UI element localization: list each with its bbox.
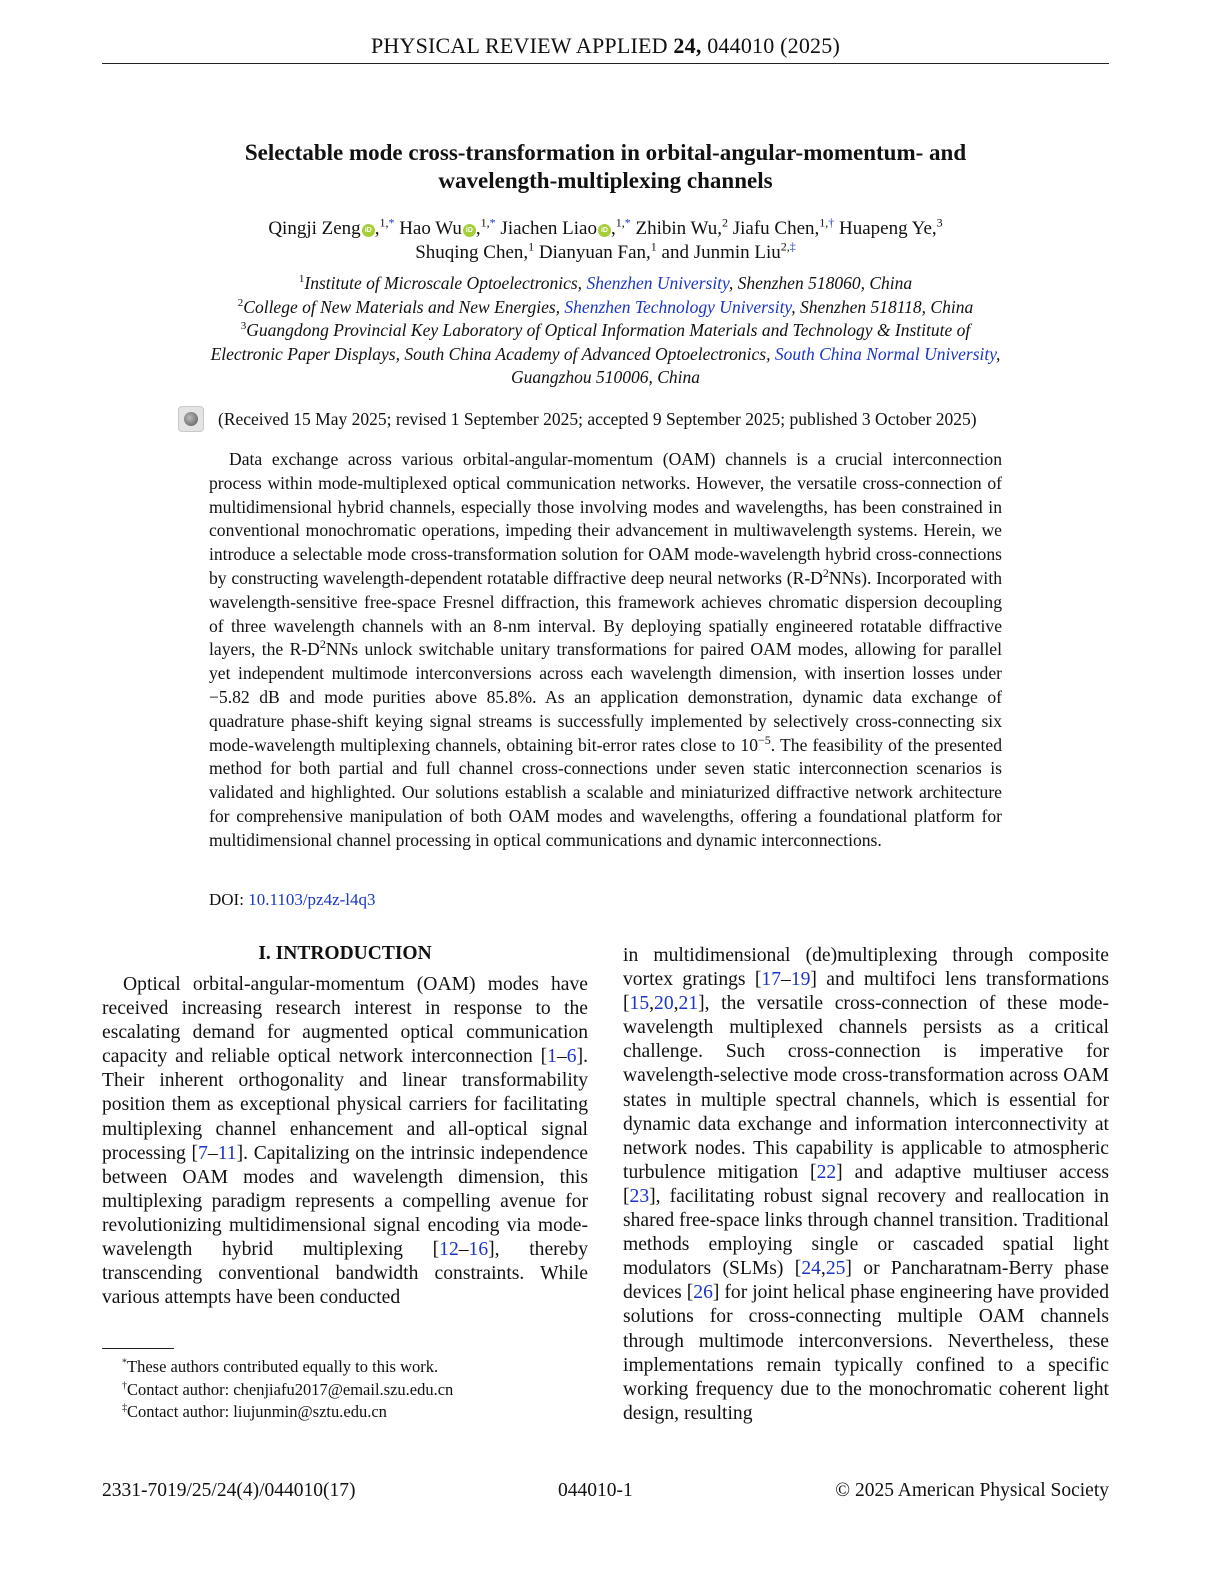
- affiliation-text: Guangdong Provincial Key Laboratory of Optical Information Materials and Technology & Institute of: [246, 320, 971, 340]
- footnote-mark: †: [122, 1380, 127, 1391]
- affiliation-3: [150, 319, 1061, 343]
- copyright: © 2025 American Physical Society: [835, 1480, 1109, 1501]
- citation-link[interactable]: 24: [801, 1258, 821, 1280]
- body-text: Optical orbital-angular-momentum (OAM) modes have received increasing research interest in response to the escalating demand for augmented optical communication capacity and reliable optical network interconnection [: [102, 974, 588, 1068]
- author-name[interactable]: Dianyuan Fan,: [538, 242, 651, 263]
- abstract-superscript: −5: [758, 732, 771, 747]
- citation-link[interactable]: 20: [654, 993, 674, 1015]
- author-affiliation: 1,: [480, 215, 490, 230]
- citation-link[interactable]: 1: [547, 1046, 557, 1068]
- author-note-mark[interactable]: *: [388, 215, 395, 230]
- citation-link[interactable]: 22: [816, 1161, 837, 1183]
- citation-link[interactable]: 12: [439, 1239, 459, 1261]
- affiliation-text: Institute of Microscale Optoelectronics,: [304, 273, 587, 293]
- body-text: ], the versatile cross-connection of these mode-wavelength multiplexed channels persists as a critical challenge. Such cross-connection is imperative for wavelength-selective mode cross-transformation across OAM states in multiple spectral channels, which is essential for dynamic data exchange and information interconnectivity at network nodes. This capability is applicable to atmospheric turbulence mitigation [: [623, 993, 1109, 1183]
- footnotes: [122, 1356, 453, 1424]
- author-affiliation: 2,: [780, 239, 790, 254]
- intro-paragraph: [102, 973, 588, 1310]
- abstract-text: Data exchange across various orbital-angular-momentum (OAM) channels is a crucial interconnection process within mode-multiplexed optical communication networks. However, the versatile cross-connection of multidimensional hybrid channels, especially those involving modes and wavelengths, has been constrained in conventional monochromatic operations, impeding their advancement in multiwavelength systems. Herein, we introduce a selectable mode cross-transformation solution for OAM mode-wavelength hybrid cross-connections by constructing wavelength-dependent rotatable diffractive deep neural networks (R-D: [209, 449, 1002, 588]
- citation-link[interactable]: 16: [468, 1239, 489, 1261]
- author-name[interactable]: Jiafu Chen,: [732, 218, 820, 239]
- author-name[interactable]: and Junmin Liu: [661, 242, 781, 263]
- author-line-2: [150, 241, 1061, 265]
- body-text: ,: [673, 993, 679, 1015]
- affiliation-text: , Shenzhen 518060, China: [728, 273, 913, 293]
- citation-link[interactable]: 7: [198, 1142, 208, 1164]
- author-affiliation: 2: [721, 215, 728, 230]
- body-text: ], thereby transcending conventional bandwidth constraints. While various attempts have been conducted: [102, 1239, 588, 1309]
- body-text: in multidimensional (de)multiplexing through composite vortex gratings [: [623, 945, 1109, 991]
- body-text: –: [207, 1142, 218, 1164]
- author-name[interactable]: Huapeng Ye,: [839, 218, 937, 239]
- intro-paragraph-continued: [623, 944, 1109, 1426]
- footnote: [122, 1356, 453, 1379]
- author-affiliation: 1,: [379, 215, 389, 230]
- citation-link[interactable]: 26: [693, 1282, 713, 1304]
- body-text: ] for joint helical phase engineering have provided solutions for cross-connecting multiple OAM channels through multimode interconversions. Nevertheless, these implementations remain typically confined to a specific working frequency due to the monochromatic coherent light design, resulting: [623, 1282, 1109, 1424]
- author-list: [150, 217, 1061, 265]
- doi-link[interactable]: 10.1103/pz4z-l4q3: [248, 890, 376, 909]
- paper-title: [150, 139, 1061, 195]
- institution-link[interactable]: South China Normal University: [774, 343, 997, 364]
- author-name[interactable]: Hao Wu: [399, 218, 462, 239]
- page-footer: [102, 1480, 1109, 1502]
- title-line-2: wavelength-multiplexing channels: [438, 168, 773, 193]
- affiliations: [150, 272, 1061, 390]
- footnote: [122, 1401, 453, 1424]
- author-name[interactable]: Jiachen Liao: [500, 218, 597, 239]
- citation-link[interactable]: 6: [566, 1046, 577, 1068]
- author-note-mark[interactable]: †: [828, 215, 835, 230]
- author-note-mark[interactable]: ‡: [789, 239, 796, 254]
- body-text: ,: [649, 993, 655, 1015]
- author-affiliation: 1: [528, 239, 535, 254]
- affiliation-text: College of New Materials and New Energies,: [243, 296, 565, 317]
- footnote: [122, 1379, 453, 1402]
- body-text: ] and adaptive multiuser access [: [623, 1161, 1110, 1207]
- citation-link[interactable]: 19: [790, 969, 811, 991]
- footnote-mark: *: [122, 1357, 127, 1369]
- publication-dates: (Received 15 May 2025; revised 1 September 2025; accepted 9 September 2025; published 3 October 2025): [218, 409, 977, 429]
- abstract-text: . The feasibility of the presented method for both partial and full channel cross-connections under seven static interconnection scenarios is validated and highlighted. Our solutions establish a scalable and miniaturized diffractive network architecture for comprehensive manipulation of both OAM modes and wavelengths, offering a foundational platform for multidimensional channel processing in optical communications and dynamic interconnections.: [209, 734, 1002, 850]
- citation-link[interactable]: 15: [629, 993, 650, 1015]
- affiliation-text: ,: [996, 343, 1001, 364]
- affiliation-text: Electronic Paper Displays, South China Academy of Advanced Optoelectronics,: [210, 343, 775, 364]
- institution-link[interactable]: Shenzhen Technology University: [564, 296, 792, 317]
- affiliation-3-city: Guangzhou 510006, China: [510, 367, 701, 387]
- body-text: –: [458, 1239, 469, 1261]
- header-rule: [102, 63, 1109, 64]
- orcid-icon[interactable]: iD: [463, 224, 476, 237]
- author-affiliation: 1,: [819, 215, 829, 230]
- affiliation-2: [150, 296, 1061, 320]
- body-text: ]. Capitalizing on the intrinsic independence between OAM modes and wavelength dimension, this multiplexing paradigm represents a compelling avenue for revolutionizing multidimensional signal encoding via mode-wavelength hybrid multiplexing [: [102, 1142, 588, 1261]
- page-number: 044010-1: [558, 1480, 633, 1501]
- journal-volume: 24,: [673, 33, 702, 58]
- citation-link[interactable]: 11: [217, 1142, 237, 1164]
- left-column: [102, 943, 588, 1310]
- body-text: ] and multifoci lens transformations [: [623, 969, 1109, 1015]
- author-note-mark[interactable]: *: [489, 215, 496, 230]
- institution-link[interactable]: Shenzhen University: [586, 273, 729, 293]
- author-affiliation: 1: [650, 239, 657, 254]
- body-text: ]. Their inherent orthogonality and linear transformability position them as exceptional physical carriers for facilitating multiplexing channel enhancement and all-optical signal processing [: [102, 1046, 588, 1164]
- check-for-updates-icon[interactable]: [178, 406, 204, 432]
- author-name[interactable]: Qingji Zeng: [268, 218, 361, 239]
- abstract-superscript: 2: [822, 566, 829, 581]
- orcid-icon[interactable]: iD: [598, 224, 611, 237]
- footnote-mark: ‡: [122, 1402, 127, 1414]
- abstract-text: NNs unlock switchable unitary transformations for paired OAM modes, allowing for parallel yet independent multimode interconversions across each wavelength dimension, with insertion losses under −5.82 dB and mode purities above 85.8%. As an application demonstration, dynamic data exchange of quadrature phase-shift keying signal streams is successfully implemented by selectively cross-connecting six mode-wavelength multiplexing channels, obtaining bit-error rates close to 10: [209, 639, 1002, 755]
- running-head: [102, 33, 1109, 59]
- title-line-1: Selectable mode cross-transformation in orbital-angular-momentum- and: [244, 140, 967, 165]
- citation-link[interactable]: 25: [825, 1258, 846, 1280]
- abstract-text: NNs). Incorporated with wavelength-sensitive free-space Fresnel diffraction, this framework achieves chromatic dispersion decoupling of three wavelength channels with an 8-nm interval. By deploying spatially engineered rotatable diffractive layers, the R-D: [209, 567, 1002, 660]
- citation-link[interactable]: 23: [629, 1185, 650, 1207]
- affiliation-3-cont: [150, 343, 1061, 367]
- body-text: ] or Pancharatnam-Berry phase devices [: [623, 1258, 1109, 1304]
- article-number: 044010 (2025): [707, 33, 840, 58]
- author-affiliation: 1,: [615, 215, 625, 230]
- affiliation-number: 2: [237, 296, 244, 309]
- author-name[interactable]: Shuqing Chen,: [415, 242, 529, 263]
- body-text: ], facilitating robust signal recovery and reallocation in shared free-space links through channel transition. Traditional methods employing single or cascaded spatial light modulators (SLMs) [: [623, 1185, 1109, 1280]
- orcid-icon[interactable]: iD: [362, 224, 375, 237]
- affiliation-1: [150, 272, 1061, 296]
- doi: [209, 890, 376, 910]
- author-line-1: Qingji Zeng iD ,$^{1,*}$ Hao Wu iD ,$^{1,*}$ Jiachen Liao iD ,$^{1,*}$ Zhibin Wu,$^2$ Jiafu Chen,$^{1,\dagger}$ Huapeng Ye,$^3$: [268, 215, 943, 239]
- author-note-mark[interactable]: *: [624, 215, 631, 230]
- footnote-text: Contact author: chenjiafu2017@email.szu.edu.cn: [127, 1379, 454, 1399]
- abstract: [209, 448, 1002, 853]
- citation-link[interactable]: 21: [678, 993, 699, 1015]
- body-text: –: [781, 969, 791, 991]
- abstract-superscript: 2: [319, 637, 326, 652]
- author-affiliation: 3: [936, 215, 943, 230]
- journal-name: PHYSICAL REVIEW APPLIED: [370, 33, 668, 58]
- footnote-text: These authors contributed equally to this work.: [127, 1357, 439, 1376]
- citation-link[interactable]: 17: [761, 969, 782, 991]
- doi-label: DOI:: [209, 890, 244, 909]
- section-heading-introduction: I. INTRODUCTION: [258, 943, 432, 964]
- affiliation-text: , Shenzhen 518118, China: [791, 296, 974, 317]
- footnote-rule: [102, 1348, 174, 1349]
- affiliation-number: 3: [240, 320, 247, 333]
- body-text: ,: [820, 1258, 826, 1280]
- footnote-text: Contact author: liujunmin@sztu.edu.cn: [127, 1402, 387, 1421]
- right-column: [623, 944, 1109, 1426]
- author-name[interactable]: Zhibin Wu,: [635, 218, 722, 239]
- issn-code: 2331-7019/25/24(4)/044010(17): [102, 1480, 356, 1501]
- publication-dates-row: [178, 406, 1058, 432]
- affiliation-number: 1: [298, 273, 305, 286]
- body-text: –: [556, 1046, 567, 1068]
